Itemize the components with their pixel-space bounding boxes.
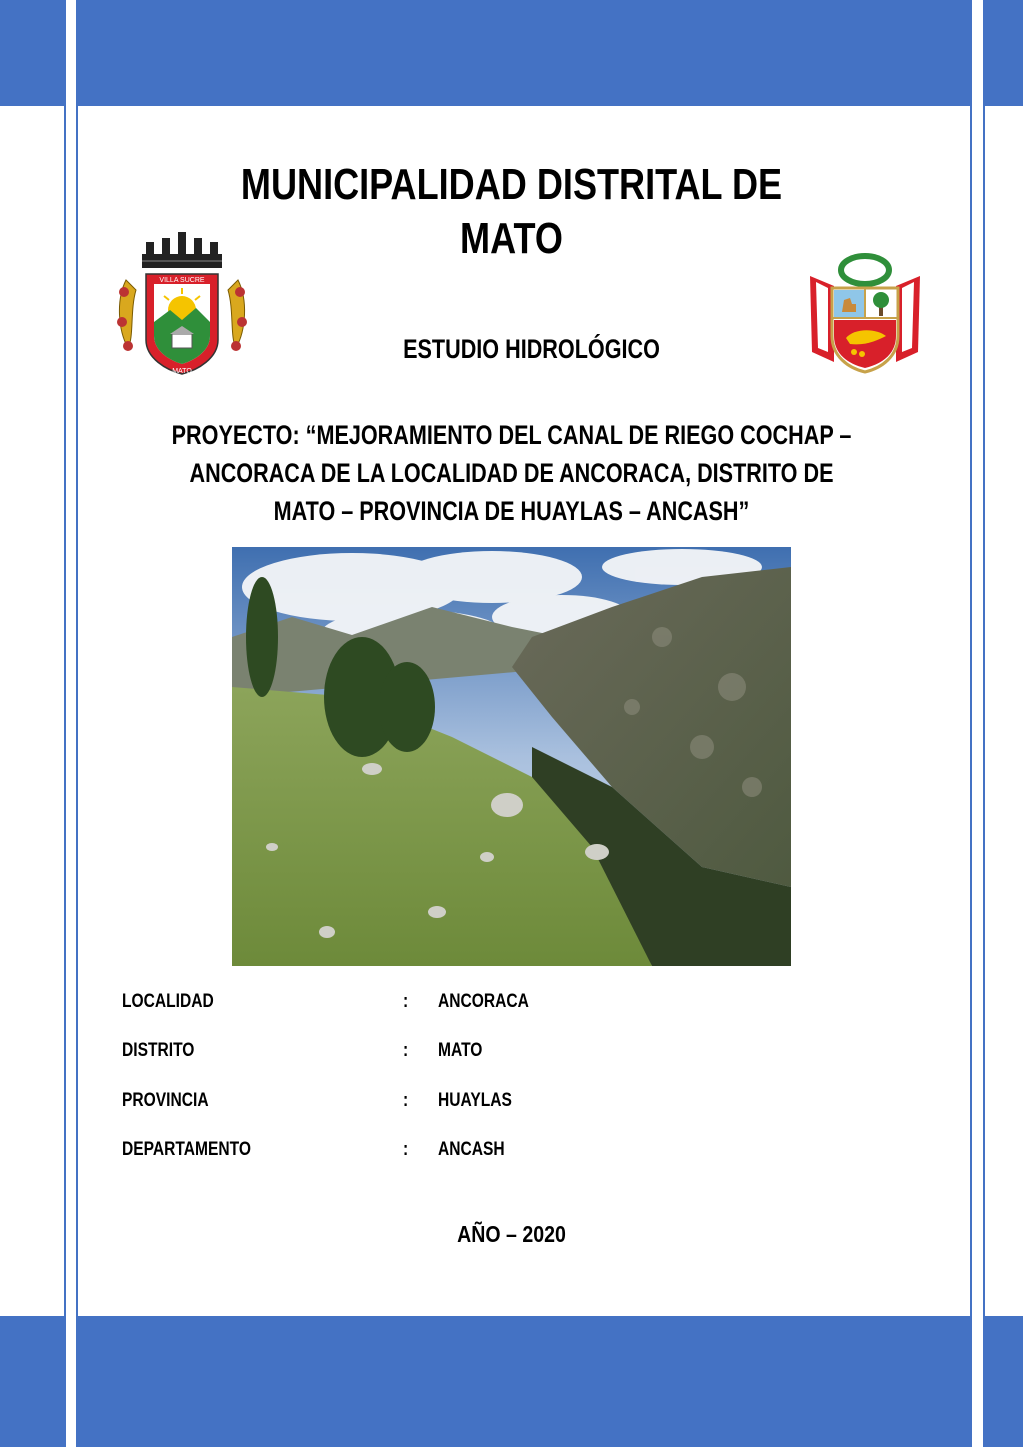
info-value: MATO bbox=[438, 1040, 483, 1061]
left-white-gap bbox=[66, 0, 76, 1447]
info-colon: : bbox=[403, 991, 409, 1012]
right-border-line-inner bbox=[983, 0, 985, 1447]
project-line-1: PROYECTO: “MEJORAMIENTO DEL CANAL DE RIEGO COCHAP – bbox=[171, 420, 852, 450]
project-title bbox=[102, 416, 920, 530]
info-label: DISTRITO bbox=[122, 1040, 195, 1061]
info-value: ANCASH bbox=[438, 1139, 505, 1160]
info-colon: : bbox=[403, 1139, 409, 1160]
bottom-blue-band bbox=[0, 1316, 1023, 1447]
title-line-2: MATO bbox=[460, 214, 563, 263]
project-line-3: MATO – PROVINCIA DE HUAYLAS – ANCASH” bbox=[273, 496, 750, 526]
info-label: LOCALIDAD bbox=[122, 991, 214, 1012]
right-white-gap bbox=[972, 0, 983, 1447]
emblem-text-top: VILLA SUCRE bbox=[159, 277, 205, 284]
info-label: PROVINCIA bbox=[122, 1090, 209, 1111]
info-value: HUAYLAS bbox=[438, 1090, 512, 1111]
info-colon: : bbox=[403, 1090, 409, 1111]
title-line-1: MUNICIPALIDAD DISTRITAL DE bbox=[240, 160, 783, 209]
top-blue-band bbox=[0, 0, 1023, 106]
info-value: ANCORACA bbox=[438, 991, 529, 1012]
info-label: DEPARTAMENTO bbox=[122, 1139, 251, 1160]
info-colon: : bbox=[403, 1040, 409, 1061]
emblem-text-bottom: MATO bbox=[172, 368, 192, 375]
study-subtitle: ESTUDIO HIDROLÓGICO bbox=[403, 334, 660, 364]
landscape-photo bbox=[232, 547, 791, 966]
year-label: AÑO – 2020 bbox=[457, 1221, 566, 1247]
project-line-2: ANCORACA DE LA LOCALIDAD DE ANCORACA, DISTRITO DE bbox=[189, 458, 834, 488]
